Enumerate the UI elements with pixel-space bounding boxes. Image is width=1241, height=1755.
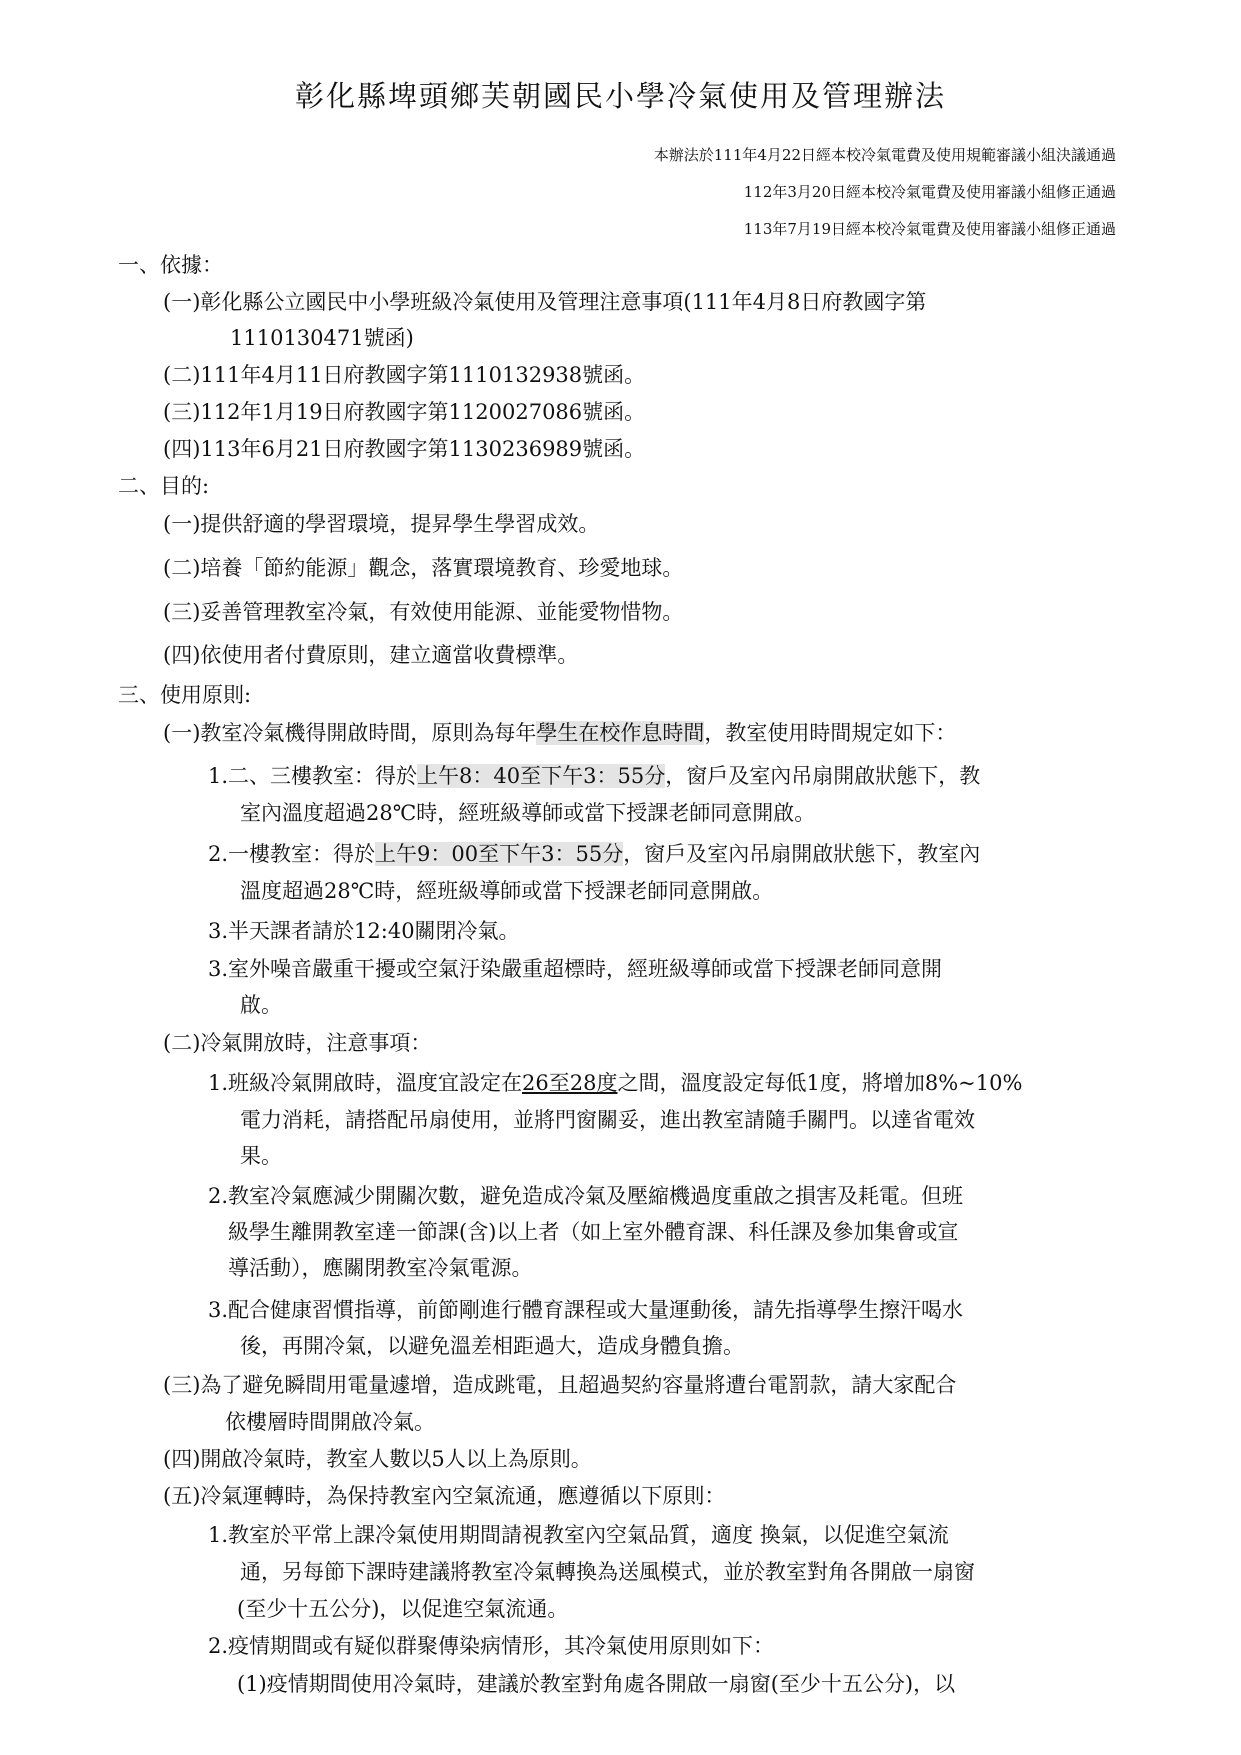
principle-2-item-3: 3.配合健康習慣指導，前節剛進行體育課程或大量運動後，請先指導學生擦汗喝水 xyxy=(208,1298,964,1322)
principle-1-item-4: 3.室外噪音嚴重干擾或空氣汙染嚴重超標時，經班級導師或當下授課老師同意開 xyxy=(208,957,943,981)
purpose-item-4: (四)依使用者付費原則，建立適當收費標準。 xyxy=(163,643,579,667)
item-1-text-b: ，窗戶及室內吊扇開啟狀態下，教 xyxy=(665,764,981,788)
basis-item-1-cont: 1110130471號函) xyxy=(230,326,414,350)
principle-1-item-1-cont: 室內溫度超過28℃時，經班級導師或當下授課老師同意開啟。 xyxy=(240,801,816,825)
principle-1-item-3: 3.半天課者請於12:40關閉冷氣。 xyxy=(208,919,520,943)
principle-4: (四)開啟冷氣時，教室人數以5人以上為原則。 xyxy=(163,1447,592,1471)
principle-1-text-a: (一)教室冷氣機得開啟時間，原則為每年 xyxy=(163,721,537,745)
principle-2-item-2-cont2: 導活動），應關閉教室冷氣電源。 xyxy=(228,1256,533,1280)
principle-1-item-2 xyxy=(208,839,980,869)
principle-1-item-2-cont: 溫度超過28℃時，經班級導師或當下授課老師同意開啟。 xyxy=(240,879,774,903)
section-1-heading: 一、依據： xyxy=(118,253,223,277)
basis-item-2: (二)111年4月11日府教國字第1110132938號函。 xyxy=(163,363,646,387)
principle-5-item-2: 2.疫情期間或有疑似群聚傳染病情形，其冷氣使用原則如下： xyxy=(208,1634,775,1658)
item-2-text-b: ，窗戶及室內吊扇開啟狀態下，教室內 xyxy=(623,842,981,866)
principle-2-item-3-cont: 後，再開冷氣，以避免溫差相距過大，造成身體負擔。 xyxy=(240,1334,744,1358)
principle-5-item-1-cont1: 通，另每節下課時建議將教室冷氣轉換為送風模式，並於教室對角各開啟一扇窗 xyxy=(240,1560,975,1584)
principle-2-item-1-cont2: 果。 xyxy=(240,1144,282,1168)
principle-2-item-1-cont1: 電力消耗，請搭配吊扇使用，並將門窗關妥，進出教室請隨手關門。以達省電效 xyxy=(240,1108,975,1132)
principle-1-item-1 xyxy=(208,761,980,791)
principle-5: (五)冷氣運轉時，為保持教室內空氣流通，應遵循以下原則： xyxy=(163,1484,726,1508)
purpose-item-2: (二)培養「節約能源」觀念，落實環境教育、珍愛地球。 xyxy=(163,556,684,580)
principle-3: (三)為了避免瞬間用電量遽增，造成跳電，且超過契約容量將遭台電罰款，請大家配合 xyxy=(163,1373,957,1397)
principle-1-highlight: 學生在校作息時間 xyxy=(536,721,705,745)
section-2-heading: 二、目的: xyxy=(118,474,210,498)
purpose-item-3: (三)妥善管理教室冷氣，有效使用能源、並能愛物惜物。 xyxy=(163,600,684,624)
principle-2-item-2-cont1: 級學生離開教室達一節課(含)以上者（如上室外體育課、科任課及參加集會或宣 xyxy=(228,1220,959,1244)
principle-1 xyxy=(163,718,956,748)
approval-note-2: 112年3月20日經本校冷氣電費及使用審議小組修正通過 xyxy=(743,183,1116,201)
p2-item-1-text-a: 1.班級冷氣開啟時，溫度宜設定在 xyxy=(208,1071,523,1095)
principle-1-item-4-cont: 啟。 xyxy=(240,993,282,1017)
basis-item-3: (三)112年1月19日府教國字第1120027086號函。 xyxy=(163,400,646,424)
principle-2-item-2: 2.教室冷氣應減少開關次數，避免造成冷氣及壓縮機過度重啟之損害及耗電。但班 xyxy=(208,1184,964,1208)
approval-note-3: 113年7月19日經本校冷氣電費及使用審議小組修正通過 xyxy=(743,220,1116,238)
item-2-time-highlight: 上午9：00至下午3：55分 xyxy=(375,842,624,866)
principle-1-text-b: ，教室使用時間規定如下： xyxy=(704,721,957,745)
principle-5-item-1: 1.教室於平常上課冷氣使用期間請視教室內空氣品質，適度 換氣，以促進空氣流 xyxy=(208,1523,949,1547)
item-1-time-highlight: 上午8：40至下午3：55分 xyxy=(417,764,666,788)
basis-item-4: (四)113年6月21日府教國字第1130236989號函。 xyxy=(163,437,646,461)
principle-2-item-1 xyxy=(208,1068,1022,1098)
item-1-text-a: 1.二、三樓教室：得於 xyxy=(208,764,418,788)
principle-5-item-1-cont2: (至少十五公分)，以促進空氣流通。 xyxy=(237,1597,569,1621)
principle-5-item-2-sub-1: (1)疫情期間使用冷氣時，建議於教室對角處各開啟一扇窗(至少十五公分)，以 xyxy=(237,1672,956,1696)
p2-item-1-text-b: 之間，溫度設定每低1度，將增加8%~10% xyxy=(617,1071,1023,1095)
item-2-text-a: 2.一樓教室：得於 xyxy=(208,842,376,866)
basis-item-1: (一)彰化縣公立國民中小學班級冷氣使用及管理注意事項(111年4月8日府教國字第 xyxy=(163,290,927,314)
document-title: 彰化縣埤頭鄉芙朝國民小學冷氣使用及管理辦法 xyxy=(294,79,946,113)
approval-note-1: 本辦法於111年4月22日經本校冷氣電費及使用規範審議小組決議通過 xyxy=(653,146,1116,164)
purpose-item-1: (一)提供舒適的學習環境，提昇學生學習成效。 xyxy=(163,512,600,536)
section-3-heading: 三、使用原則: xyxy=(118,683,252,707)
temperature-range: 26至28度 xyxy=(522,1071,618,1095)
principle-3-cont: 依樓層時間開啟冷氣。 xyxy=(225,1410,435,1434)
principle-2: (二)冷氣開放時，注意事項： xyxy=(163,1031,432,1055)
